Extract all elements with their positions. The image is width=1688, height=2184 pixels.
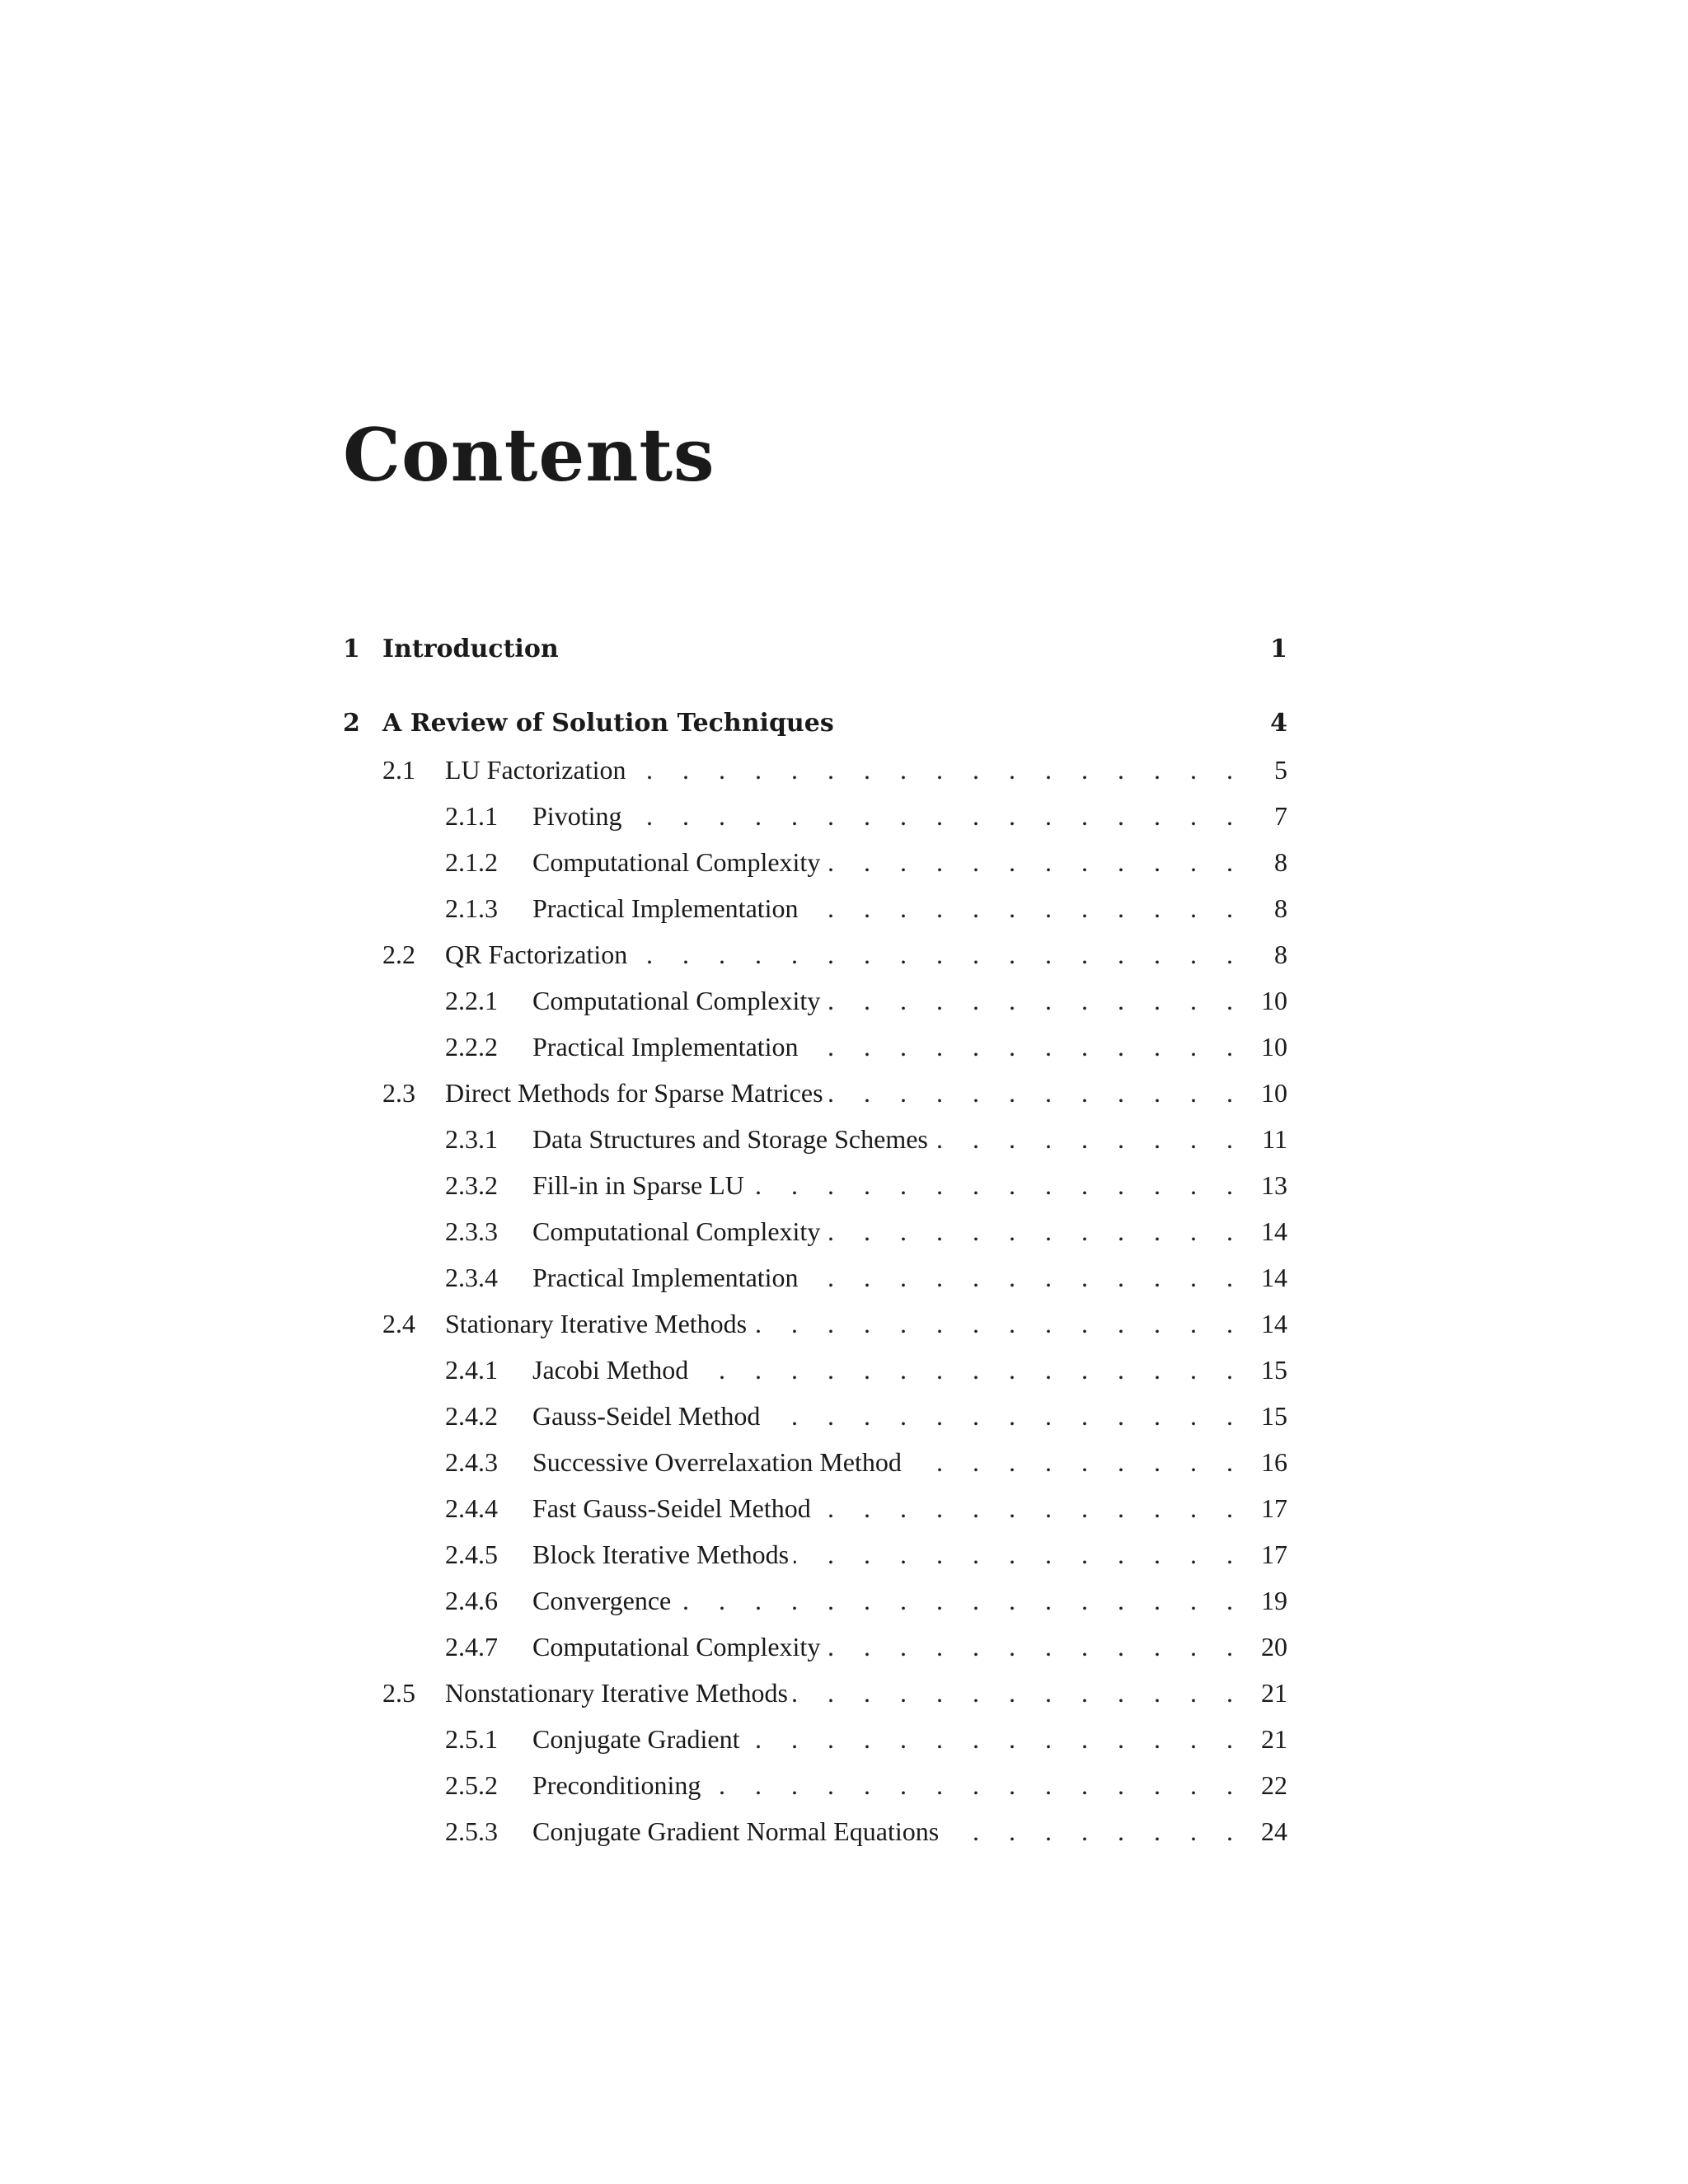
toc-subsection[interactable] (343, 1263, 1287, 1309)
dot-leader (752, 1309, 1251, 1339)
dot-leader (804, 893, 1251, 924)
subsection-number: 2.1.1 (445, 801, 498, 831)
subsection-number: 2.1.3 (445, 893, 498, 923)
toc-subsection[interactable] (343, 1170, 1287, 1216)
toc-chapter-2[interactable] (343, 709, 1287, 755)
dot-leader (765, 1401, 1251, 1432)
page-number: 24 (1261, 1816, 1287, 1846)
dot-leader (693, 1355, 1251, 1385)
subsection-title: Conjugate Gradient (532, 1724, 740, 1754)
toc-chapter-1[interactable] (343, 635, 1287, 681)
section-title: Stationary Iterative Methods (445, 1309, 748, 1338)
toc-subsection[interactable] (343, 801, 1287, 847)
page-number: 14 (1261, 1309, 1287, 1338)
toc-subsection[interactable] (343, 1355, 1287, 1401)
dot-leader (825, 1632, 1251, 1662)
dot-leader (793, 1678, 1251, 1708)
chapter-title: Introduction (382, 635, 559, 663)
subsection-number: 2.4.7 (445, 1632, 498, 1661)
dot-leader (933, 1124, 1251, 1155)
toc-subsection[interactable] (343, 893, 1287, 940)
toc-subsection[interactable] (343, 1816, 1287, 1863)
dot-leader (744, 1724, 1251, 1755)
toc-subsection[interactable] (343, 1493, 1287, 1540)
page-number: 8 (1274, 893, 1287, 923)
page-number: 20 (1261, 1632, 1287, 1661)
subsection-title: Fill-in in Sparse LU (532, 1170, 744, 1200)
subsection-number: 2.1.2 (445, 847, 498, 877)
subsection-number: 2.4.6 (445, 1586, 498, 1615)
section-title: Direct Methods for Sparse Matrices (445, 1078, 823, 1108)
subsection-number: 2.3.1 (445, 1124, 498, 1154)
toc-section[interactable] (343, 1309, 1287, 1355)
section-title: Nonstationary Iterative Methods (445, 1678, 788, 1708)
toc-section[interactable] (343, 1678, 1287, 1724)
subsection-title: Practical Implementation (532, 893, 799, 923)
page-number: 15 (1261, 1401, 1287, 1431)
toc-subsection[interactable] (343, 1724, 1287, 1770)
dot-leader (706, 1770, 1251, 1801)
page-number: 7 (1274, 801, 1287, 831)
toc-section[interactable] (343, 940, 1287, 986)
subsection-title: Block Iterative Methods (532, 1540, 790, 1569)
subsection-title: Jacobi Method (532, 1355, 689, 1385)
page-number: 16 (1261, 1447, 1287, 1477)
subsection-title: Conjugate Gradient Normal Equations (532, 1816, 940, 1846)
page-number: 17 (1261, 1540, 1287, 1569)
dot-leader (825, 1216, 1251, 1247)
dot-leader (944, 1816, 1251, 1847)
dot-leader (816, 1493, 1251, 1524)
dot-leader (804, 1032, 1251, 1062)
toc-subsection[interactable] (343, 1540, 1287, 1586)
subsection-title: Convergence (532, 1586, 672, 1615)
subsection-number: 2.5.3 (445, 1816, 498, 1846)
page-number: 5 (1274, 755, 1287, 785)
subsection-number: 2.3.3 (445, 1216, 498, 1246)
subsection-title: Computational Complexity (532, 986, 821, 1015)
subsection-title: Practical Implementation (532, 1263, 799, 1292)
section-number: 2.2 (382, 940, 415, 969)
dot-leader (828, 1078, 1251, 1108)
page-number: 4 (1270, 709, 1287, 738)
dot-leader (632, 940, 1251, 970)
subsection-title: Data Structures and Storage Schemes (532, 1124, 928, 1154)
dot-leader (676, 1586, 1251, 1616)
subsection-title: Pivoting (532, 801, 622, 831)
subsection-number: 2.5.1 (445, 1724, 498, 1754)
subsection-number: 2.3.2 (445, 1170, 498, 1200)
subsection-title: Computational Complexity (532, 1216, 821, 1246)
section-number: 2.3 (382, 1078, 415, 1108)
toc-subsection[interactable] (343, 1032, 1287, 1078)
page-number: 10 (1261, 986, 1287, 1015)
toc-subsection[interactable] (343, 1401, 1287, 1447)
dot-leader (794, 1540, 1251, 1570)
subsection-number: 2.4.2 (445, 1401, 498, 1431)
toc-subsection[interactable] (343, 1447, 1287, 1493)
subsection-title: Preconditioning (532, 1770, 701, 1800)
subsection-title: Fast Gauss-Seidel Method (532, 1493, 811, 1523)
toc-subsection[interactable] (343, 986, 1287, 1032)
dot-leader (749, 1170, 1251, 1201)
page-number: 13 (1261, 1170, 1287, 1200)
subsection-title: Gauss-Seidel Method (532, 1401, 761, 1431)
toc-subsection[interactable] (343, 1632, 1287, 1678)
page-number: 10 (1261, 1032, 1287, 1062)
section-title: LU Factorization (445, 755, 626, 785)
chapter-number: 1 (343, 635, 360, 663)
page-number: 22 (1261, 1770, 1287, 1800)
page-title: Contents (343, 412, 715, 498)
subsection-number: 2.4.5 (445, 1540, 498, 1569)
dot-leader (804, 1263, 1251, 1293)
subsection-number: 2.4.4 (445, 1493, 498, 1523)
subsection-number: 2.3.4 (445, 1263, 498, 1292)
page-number: 19 (1261, 1586, 1287, 1615)
toc-subsection[interactable] (343, 1586, 1287, 1632)
subsection-number: 2.2.2 (445, 1032, 498, 1062)
subsection-title: Successive Overrelaxation Method (532, 1447, 902, 1477)
section-number: 2.5 (382, 1678, 415, 1708)
section-number: 2.1 (382, 755, 415, 785)
section-title: QR Factorization (445, 940, 628, 969)
page-number: 10 (1261, 1078, 1287, 1108)
page-number: 1 (1270, 635, 1287, 663)
chapter-title: A Review of Solution Techniques (382, 709, 834, 738)
page-number: 14 (1261, 1216, 1287, 1246)
subsection-number: 2.4.1 (445, 1355, 498, 1385)
toc-subsection[interactable] (343, 1216, 1287, 1263)
toc-section[interactable] (343, 1078, 1287, 1124)
page-number: 11 (1262, 1124, 1287, 1154)
dot-leader (825, 847, 1251, 878)
dot-leader (631, 755, 1251, 785)
toc-subsection[interactable] (343, 1124, 1287, 1170)
subsection-number: 2.2.1 (445, 986, 498, 1015)
page-number: 8 (1274, 940, 1287, 969)
page-number: 21 (1261, 1724, 1287, 1754)
page-number: 21 (1261, 1678, 1287, 1708)
section-number: 2.4 (382, 1309, 415, 1338)
page-number: 14 (1261, 1263, 1287, 1292)
dot-leader (907, 1447, 1251, 1478)
subsection-number: 2.5.2 (445, 1770, 498, 1800)
page-number: 17 (1261, 1493, 1287, 1523)
subsection-title: Computational Complexity (532, 1632, 821, 1661)
subsection-title: Computational Complexity (532, 847, 821, 877)
toc-subsection[interactable] (343, 1770, 1287, 1816)
toc-section[interactable] (343, 755, 1287, 801)
toc-subsection[interactable] (343, 847, 1287, 893)
dot-leader (626, 801, 1251, 832)
dot-leader (825, 986, 1251, 1016)
page-number: 15 (1261, 1355, 1287, 1385)
subsection-title: Practical Implementation (532, 1032, 799, 1062)
chapter-number: 2 (343, 709, 360, 738)
subsection-number: 2.4.3 (445, 1447, 498, 1477)
page-number: 8 (1274, 847, 1287, 877)
